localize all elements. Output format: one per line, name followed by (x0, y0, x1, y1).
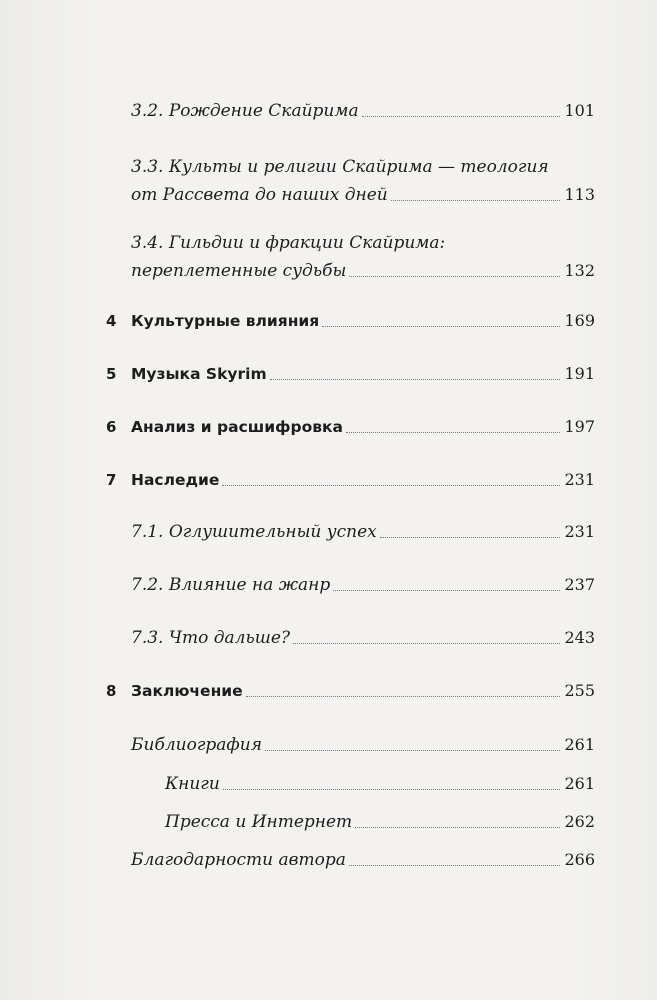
toc-entry-bibliography (0, 734, 657, 756)
dot-leader (355, 826, 560, 828)
dot-leader (223, 788, 561, 790)
toc-entry-press (0, 811, 657, 833)
toc-entry-page: 191 (564, 364, 595, 383)
toc-entry-page: 101 (564, 101, 595, 120)
toc-entry-page: 231 (564, 470, 595, 489)
dot-leader (333, 589, 560, 591)
toc-entry-title: Культурные влияния (131, 312, 320, 330)
toc-entry-title: 7.2. Влияние на жанр (131, 575, 331, 595)
toc-entry-page: 197 (564, 417, 595, 436)
toc-entry-books (0, 773, 657, 795)
dot-leader (270, 378, 561, 380)
toc-entry-title: Музыка Skyrim (131, 365, 267, 383)
toc-entry-page: 261 (564, 735, 595, 754)
dot-leader (246, 695, 561, 697)
toc-entry-page: 262 (564, 812, 595, 831)
toc-entry-title: Заключение (131, 682, 243, 700)
toc-entry-page: 169 (564, 311, 595, 330)
chapter-number: 4 (106, 312, 117, 330)
toc-entry-title-line1: 3.3. Культы и религии Скайрима — теология (131, 157, 549, 177)
toc-entry-title: от Рассвета до наших дней (131, 185, 388, 205)
toc-entry-7-1 (0, 521, 657, 543)
toc-entry-title-line1: 3.4. Гильдии и фракции Скайрима: (131, 233, 446, 253)
toc-chapter-6 (0, 416, 657, 438)
toc-entry-title: переплетенные судьбы (131, 261, 347, 281)
toc-chapter-4 (0, 310, 657, 332)
toc-entry-page: 113 (564, 185, 595, 204)
toc-entry-page: 237 (564, 575, 595, 594)
toc-entry-page: 266 (564, 850, 595, 869)
toc-entry-page: 255 (564, 681, 595, 700)
toc-entry-title: Пресса и Интернет (165, 812, 353, 832)
dot-leader (362, 115, 561, 117)
dot-leader (349, 275, 560, 277)
dot-leader (293, 642, 560, 644)
toc-entry-title: Библиография (131, 735, 262, 755)
chapter-number: 5 (106, 365, 117, 383)
toc-entry-page: 132 (564, 261, 595, 280)
dot-leader (322, 325, 560, 327)
toc-entry-3-2 (0, 100, 657, 122)
toc-entry-3-4 (0, 232, 657, 282)
chapter-number: 7 (106, 471, 117, 489)
dot-leader (349, 864, 561, 866)
toc-chapter-7 (0, 469, 657, 491)
dot-leader (380, 536, 561, 538)
dot-leader (391, 199, 561, 201)
toc-entry-title: 7.3. Что дальше? (131, 628, 291, 648)
toc-entry-3-3 (0, 156, 657, 206)
toc-entry-acknowledgements (0, 849, 657, 871)
toc-entry-page: 243 (564, 628, 595, 647)
chapter-number: 6 (106, 418, 117, 436)
toc-entry-title: Книги (165, 774, 220, 794)
toc-entry-page: 261 (564, 774, 595, 793)
toc-entry-7-2 (0, 574, 657, 596)
toc-entry-page: 231 (564, 522, 595, 541)
toc-entry-title: Наследие (131, 471, 220, 489)
toc-entry-title: 7.1. Оглушительный успех (131, 522, 377, 542)
toc-entry-title: Благодарности автора (131, 850, 346, 870)
toc-entry-7-3 (0, 627, 657, 649)
toc-entry-title: Анализ и расшифровка (131, 418, 344, 436)
dot-leader (346, 431, 560, 433)
dot-leader (265, 749, 561, 751)
toc-chapter-8 (0, 680, 657, 702)
dot-leader (222, 484, 560, 486)
toc-entry-title: 3.2. Рождение Скайрима (131, 101, 359, 121)
toc-chapter-5 (0, 363, 657, 385)
chapter-number: 8 (106, 682, 117, 700)
